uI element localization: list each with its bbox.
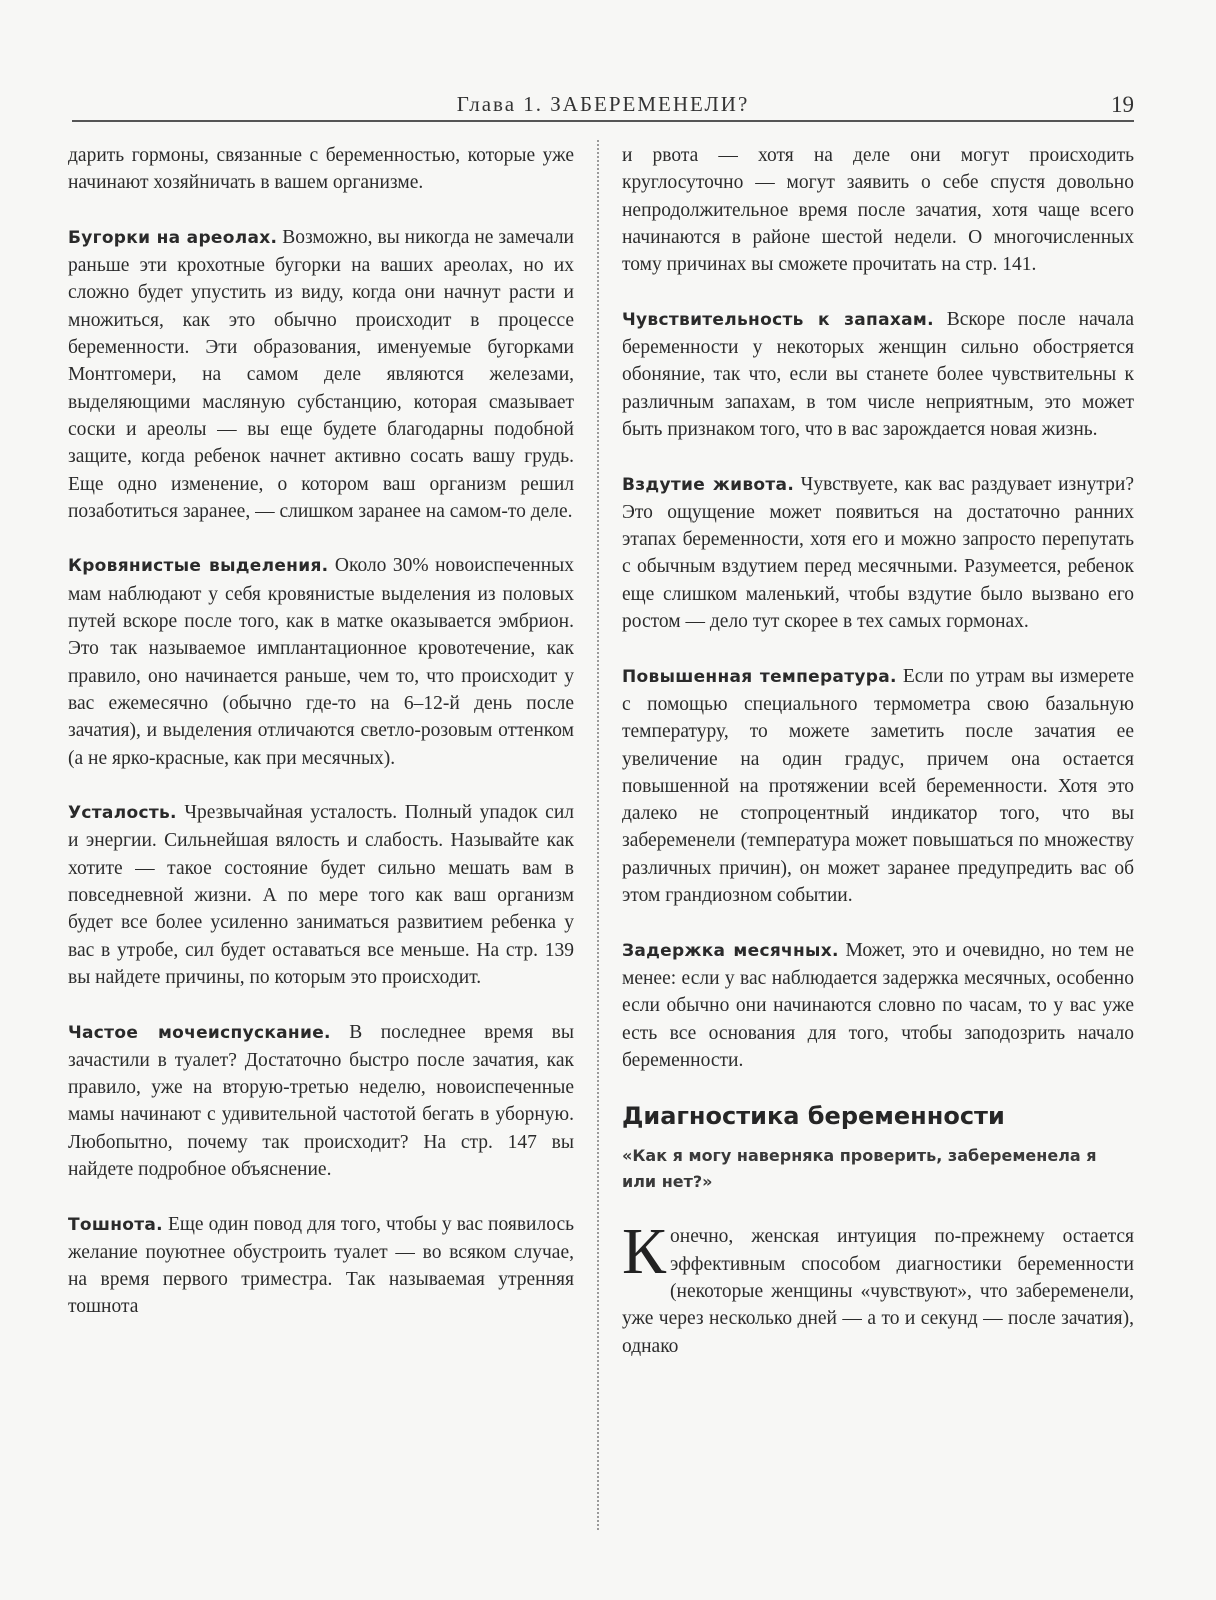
paragraph-text: Может, это и очевидно, но тем не менее: если у вас наблюдается задержка месячных, особенно если обычно они начинаются словно по часам, то у вас уже есть все основания для того, чтобы заподозрить начало беременности. — [622, 939, 1134, 1071]
term-heading: Чувствительность к запахам. — [622, 309, 934, 330]
paragraph-montgomery — [68, 224, 574, 525]
paragraph-missed-period — [622, 937, 1134, 1074]
paragraph-text: Чрезвычайная усталость. Полный упадок сил и энергии. Сильнейшая вялость и слабость. Называйте как хотите — такое состояние будет сильно мешать вам в повседневной жизни. А по мере того как ваш организм будет все более усиленно заниматься развитием ребенка у вас в утробе, сил будет оставаться все меньше. На стр. 139 вы найдете причины, по которым это происходит. — [68, 802, 574, 988]
paragraph: дарить гормоны, связанные с беременностью, которые уже начинают хозяйничать в вашем организме. — [68, 145, 574, 194]
paragraph-nausea — [68, 1211, 574, 1321]
paragraph-text: Еще один повод для того, чтобы у вас появилось желание поуютнее обустроить туалет — во всяком случае, на время первого триместра. Так называемая утренняя тошнота — [68, 1213, 574, 1318]
term-heading: Задержка месячных. — [622, 940, 839, 961]
paragraph-text: Если по утрам вы измерете с помощью специального термометра свою базальную температуру, то можете заметить после зачатия ее увеличение на один градус, причем она остается повышенной на протяжении всей беременности. Хотя это далеко не стопроцентный индикатор того, что вы забеременели (температура может повышаться по множеству различных причин), он может заранее предупредить вас об этом грандиозном событии. — [622, 665, 1135, 907]
term-heading: Вздутие живота. — [622, 474, 795, 495]
reader-question: «Как я могу наверняка проверить, забеременела я или нет?» — [622, 1146, 1097, 1192]
paragraph-text: Около 30% новоиспеченных мам наблюдают у себя кровянистые выделения из половых путей вскоре после того, как в матке оказывается эмбрион. Это так называемое имплантационное кровотечение, как правило, оно начинается раньше, чем то, что происходит у вас ежемесячно (обычно где-то на 6–12-й день после зачатия), и выделения отличаются светло-розовым оттенком (а не ярко-красные, как при месячных). — [68, 555, 574, 769]
term-heading: Повышенная температура. — [622, 666, 897, 687]
paragraph-fatigue — [68, 799, 574, 991]
left-column — [68, 142, 574, 1348]
column-divider — [597, 140, 599, 1530]
term-heading: Усталость. — [68, 803, 177, 824]
drop-cap: К — [622, 1215, 667, 1289]
term-heading: Бугорки на ареолах. — [68, 227, 278, 248]
chapter-title: Глава 1. ЗАБЕРЕМЕНЕЛИ? — [456, 92, 750, 116]
paragraph-bloating — [622, 471, 1134, 636]
paragraph-smell — [622, 306, 1134, 443]
right-column — [622, 142, 1134, 1387]
section-heading: Диагностика беременности — [622, 1102, 1005, 1131]
paragraph-text: Чувствуете, как вас раздувает изнутри? Это ощущение может появиться на достаточно ранних этапах беременности, хотя его и можно запросто перепутать с обычным вздутием перед месячными. Разумеется, ребенок еще слишком маленький, чтобы вздутие было вызвано его ростом — дело тут скорее в тех самых гормонах. — [622, 473, 1134, 633]
page-number: 19 — [1111, 92, 1134, 117]
paragraph-spotting — [68, 552, 574, 771]
paragraph-text: онечно, женская интуиция по-прежнему остается эффективным способом диагностики беременности (некоторые женщины «чувствуют», что забеременели, уже через несколько дней — а то и секунд — после зачатия), однако — [622, 1226, 1134, 1357]
paragraph-text: Возможно, вы никогда не замечали раньше эти крохотные бугорки на ваших ареолах, но их сложно будет упустить из виду, когда они начнут расти и множиться, как это обычно происходит в процессе беременности. Эти образования, именуемые бугорками Монтгомери, на самом деле являются железами, выделяющими масляную субстанцию, которая смазывает соски и ареолы — вы еще будете благодарны подобной защите, когда ребенок начнет активно сосать вашу грудь. Еще одно изменение, о котором ваш организм решил позаботиться заранее, — слишком заранее на самом-то деле. — [68, 226, 574, 522]
paragraph-text: Вскоре после начала беременности у некоторых женщин сильно обостряется обоняние, так что, если вы станете более чувствительны к различным запахам, в том числе неприятным, это может быть признаком того, что в вас зарождается новая жизнь. — [622, 308, 1134, 440]
paragraph: и рвота — хотя на деле они могут происходить круглосуточно — могут заявить о себе спустя довольно непродолжительное время после зачатия, хотя чаще всего начинаются в районе шестой недели. О многочисленных тому причинах вы сможете прочитать на стр. 141. — [622, 145, 1134, 276]
paragraph-urination — [68, 1019, 574, 1184]
term-heading: Частое мочеиспускание. — [68, 1022, 331, 1043]
term-heading: Тошнота. — [68, 1214, 163, 1235]
running-header — [72, 88, 1134, 122]
answer-paragraph — [622, 1215, 1134, 1359]
paragraph-temperature — [622, 663, 1134, 910]
term-heading: Кровянистые выделения. — [68, 556, 329, 577]
paragraph-text: В последнее время вы зачастили в туалет? Достаточно быстро после зачатия, как правило, уже на вторую-третью неделю, новоиспеченные мамы начинают с удивительной частотой бегать в уборную. Любопытно, почему так происходит? На стр. 147 вы найдете подробное объяснение. — [68, 1021, 574, 1180]
